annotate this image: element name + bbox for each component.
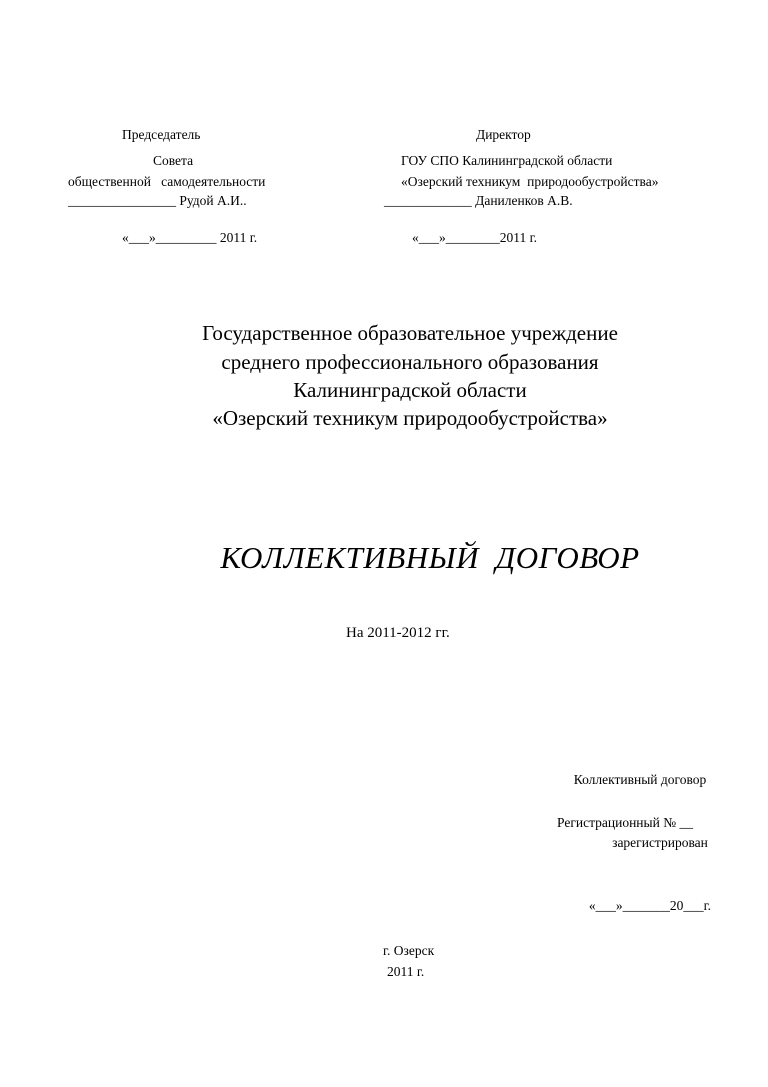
- registration-line-1: Коллективный договор: [573, 772, 707, 787]
- institution-name-line-2: среднего профессионального образования: [221, 350, 599, 374]
- left-approval-date: «___»_________ 2011 г.: [122, 230, 258, 245]
- right-approval-signature-line: _____________ Даниленков А.В.: [384, 193, 573, 208]
- footer-city: г. Озерск: [383, 943, 435, 958]
- left-approval-title: Председатель: [122, 127, 201, 142]
- institution-name-line-1: Государственное образовательное учреждение: [202, 321, 618, 345]
- right-approval-title: Директор: [476, 127, 531, 142]
- left-approval-council: Совета: [153, 153, 194, 168]
- right-approval-date: «___»________2011 г.: [412, 230, 538, 245]
- registration-block: [540, 727, 740, 937]
- left-approval-signature-line: ________________ Рудой А.И..: [68, 193, 247, 208]
- left-approval-organization: общественной самодеятельности: [68, 174, 266, 189]
- document-period: На 2011-2012 гг.: [346, 625, 450, 641]
- registration-number: Регистрационный № __: [557, 815, 693, 830]
- institution-name-line-3: Калининградской области: [293, 378, 527, 402]
- footer-year: 2011 г.: [387, 964, 425, 979]
- document-title: КОЛЛЕКТИВНЫЙ ДОГОВОР: [220, 540, 640, 575]
- registration-line-2: зарегистрирован: [612, 835, 708, 850]
- registration-date: «___»_______20___г.: [588, 898, 712, 913]
- right-approval-organization: ГОУ СПО Калининградской области: [401, 153, 613, 168]
- institution-name-line-4: «Озерский техникум природообустройства»: [212, 406, 608, 430]
- right-approval-institution: «Озерский техникум природообустройства»: [401, 174, 659, 189]
